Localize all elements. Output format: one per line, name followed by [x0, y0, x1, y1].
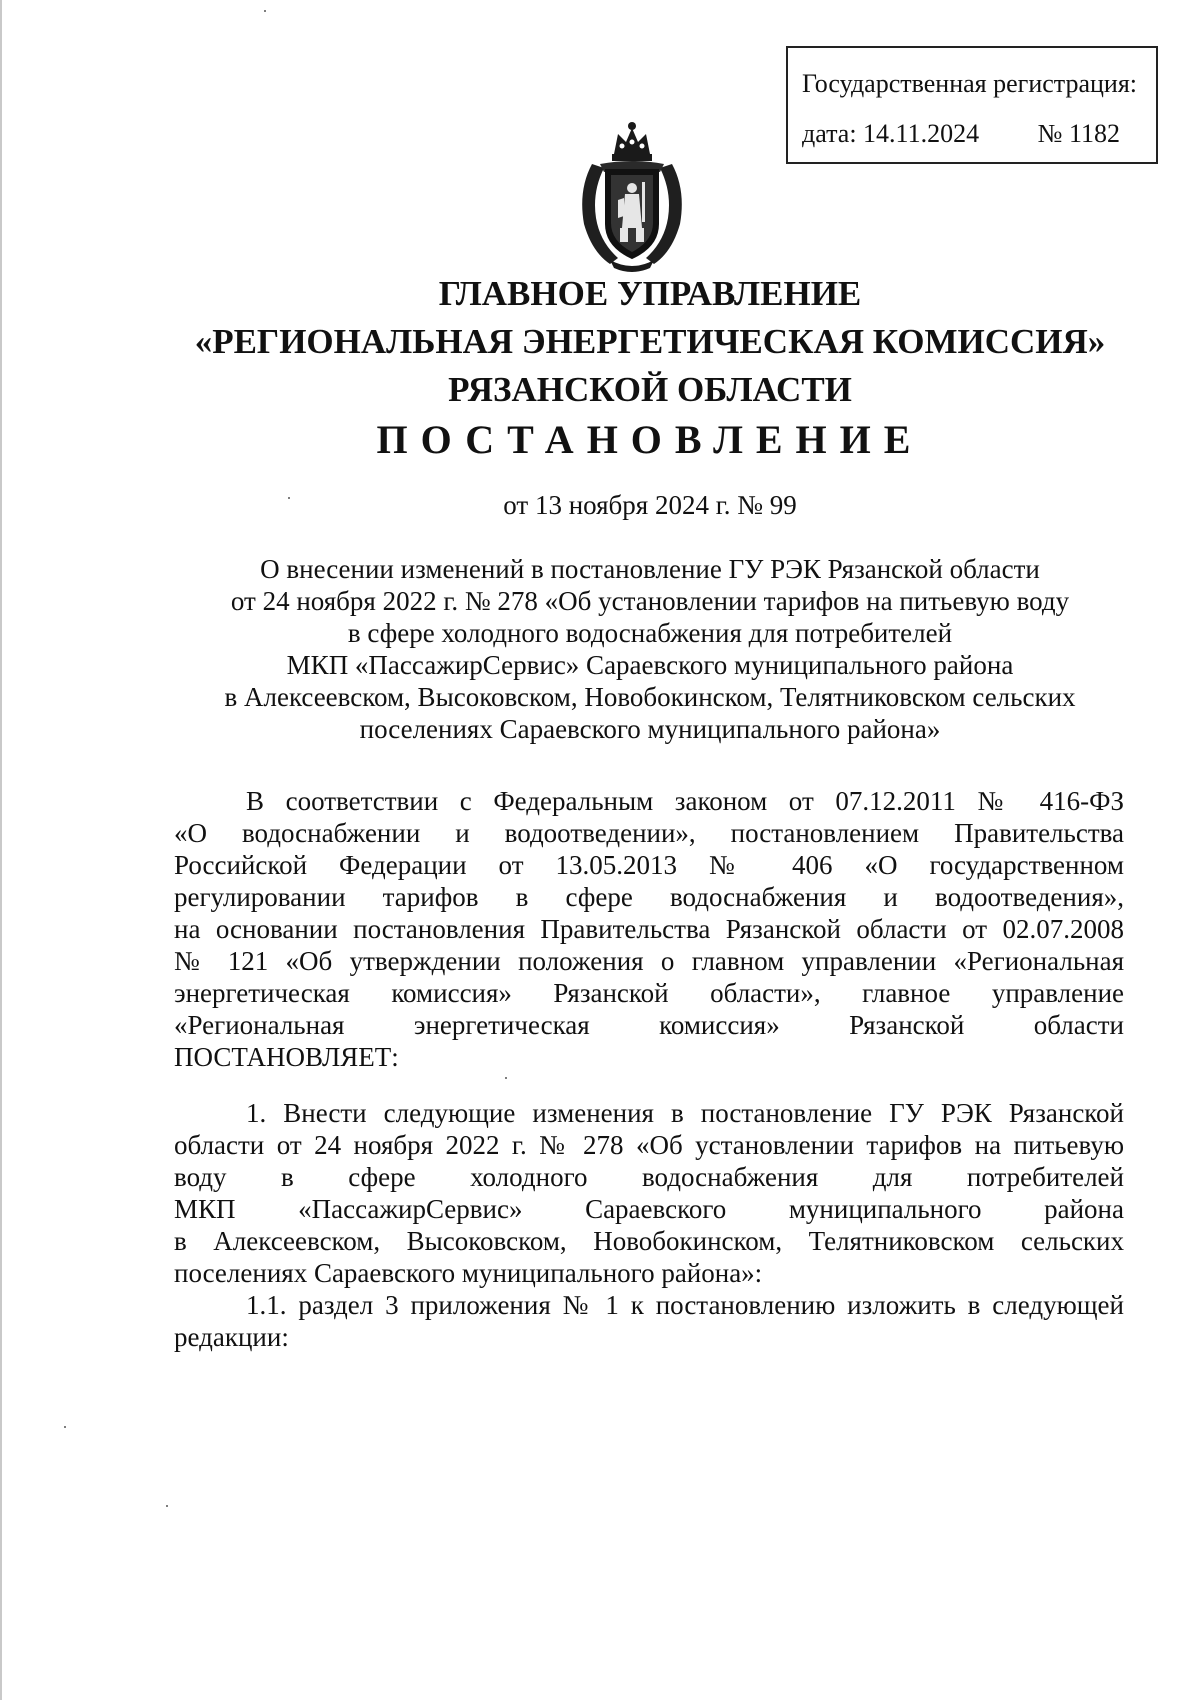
- org-title-line-1: ГЛАВНОЕ УПРАВЛЕНИЕ: [438, 274, 862, 313]
- subject-line: от 24 ноября 2022 г. № 278 «Об установлении тарифов на питьевую воду: [230, 586, 1070, 616]
- preamble-line: регулировании тарифов в сфере водоснабжения и водоотведения»,: [174, 882, 1124, 912]
- item-1-line: области от 24 ноября 2022 г. № 278 «Об установлении тарифов на питьевую: [174, 1130, 1124, 1160]
- item-1-paragraph: [174, 1097, 1124, 1289]
- org-title-line-3: РЯЗАНСКОЙ ОБЛАСТИ: [448, 370, 852, 409]
- item-1-1-paragraph: [174, 1289, 1124, 1353]
- item-1-1-line: редакции:: [174, 1322, 289, 1352]
- subject-line: О внесении изменений в постановление ГУ РЭК Рязанской области: [260, 554, 1040, 584]
- registration-date: дата: 14.11.2024: [802, 119, 980, 148]
- document-subject: [100, 553, 1200, 745]
- preamble-line: В соответствии с Федеральным законом от 07.12.2011 № 416-ФЗ: [246, 786, 1124, 816]
- scan-speck: [288, 497, 290, 499]
- subject-line: в сфере холодного водоснабжения для потребителей: [347, 618, 953, 648]
- preamble-resolves: ПОСТАНОВЛЯЕТ:: [174, 1042, 399, 1072]
- item-1-line: 1. Внести следующие изменения в постановление ГУ РЭК Рязанской: [246, 1098, 1124, 1128]
- scan-speck: [505, 1077, 507, 1079]
- preamble-line: «О водоснабжении и водоотведении», постановлением Правительства: [174, 818, 1124, 848]
- preamble-line: Российской Федерации от 13.05.2013 № 406 «О государственном: [174, 850, 1124, 880]
- scan-speck: [64, 1426, 66, 1428]
- organization-title: [100, 270, 1200, 414]
- item-1-line: МКП «ПассажирСервис» Сараевского муниципального района: [174, 1194, 1124, 1224]
- subject-line: в Алексеевском, Высоковском, Новобокинском, Телятниковском сельских: [224, 682, 1076, 712]
- registration-title: Государственная регистрация:: [802, 69, 1138, 98]
- registration-number: № 1182: [1037, 119, 1120, 148]
- ryazan-coat-of-arms-icon: [570, 120, 694, 272]
- item-1-line: воду в сфере холодного водоснабжения для потребителей: [174, 1162, 1124, 1192]
- item-1-line: поселениях Сараевского муниципального района»:: [174, 1258, 763, 1288]
- scan-edge: [0, 0, 2, 1700]
- preamble-line: «Региональная энергетическая комиссия» Рязанской области: [174, 1010, 1124, 1040]
- registration-stamp: [786, 46, 1158, 164]
- subject-line: поселениях Сараевского муниципального района»: [359, 714, 941, 744]
- scan-speck: [264, 10, 266, 12]
- item-1-1-line: 1.1. раздел 3 приложения № 1 к постановлению изложить в следующей: [246, 1290, 1124, 1320]
- item-1-line: в Алексеевском, Высоковском, Новобокинском, Телятниковском сельских: [174, 1226, 1124, 1256]
- document-date-number: от 13 ноября 2024 г. № 99: [503, 490, 797, 520]
- org-title-line-2: «РЕГИОНАЛЬНАЯ ЭНЕРГЕТИЧЕСКАЯ КОМИССИЯ»: [194, 322, 1106, 361]
- subject-line: МКП «ПассажирСервис» Сараевского муниципального района: [286, 650, 1014, 680]
- preamble-line: № 121 «Об утверждении положения о главном управлении «Региональная: [174, 946, 1124, 976]
- preamble-paragraph: [174, 785, 1124, 1073]
- preamble-line: энергетическая комиссия» Рязанской области», главное управление: [174, 978, 1124, 1008]
- scan-speck: [166, 1505, 168, 1507]
- document-type-heading: ПОСТАНОВЛЕНИЕ: [376, 417, 924, 462]
- preamble-line: на основании постановления Правительства Рязанской области от 02.07.2008: [174, 914, 1124, 944]
